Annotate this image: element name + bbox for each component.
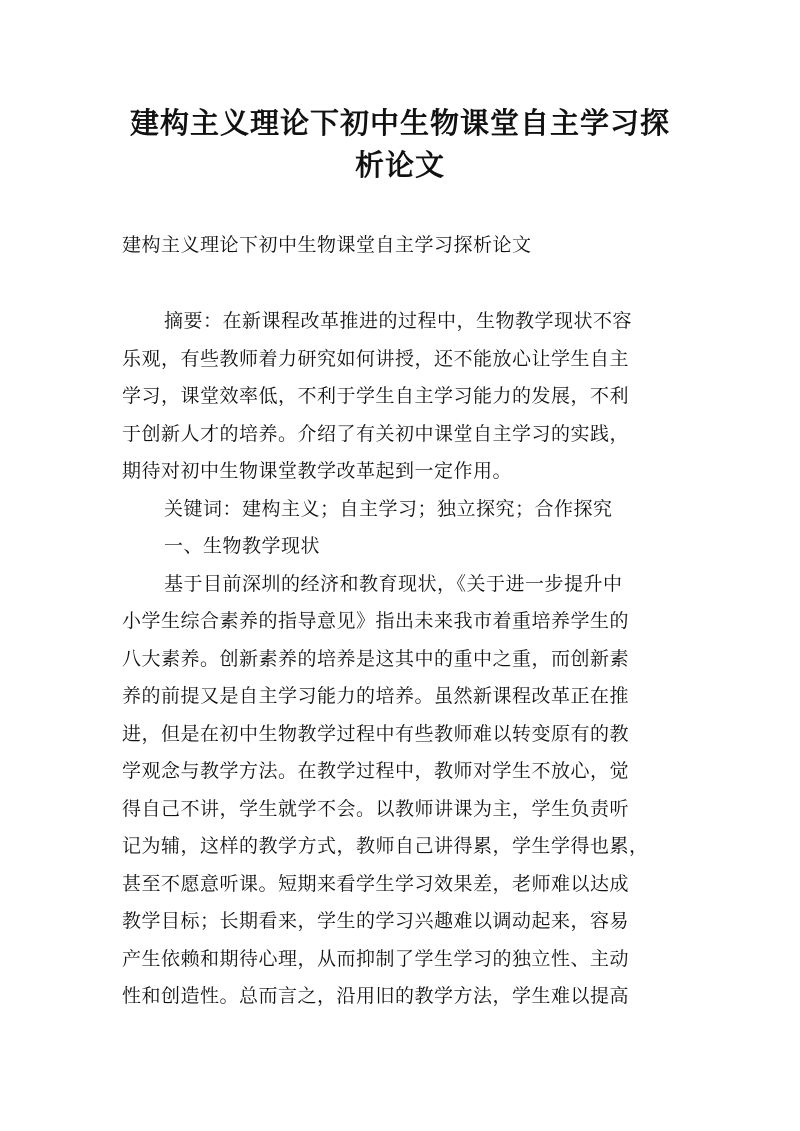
- abstract-line: 期待对初中生物课堂教学改革起到一定作用。: [122, 460, 513, 482]
- document-title-line-2: 析论文: [354, 148, 445, 182]
- body-line: 小学生综合素养的指导意见》指出未来我市着重培养学生的: [122, 610, 630, 632]
- keywords-line: 关键词：建构主义；自主学习；独立探究；合作探究: [164, 498, 613, 520]
- abstract-line: 学习，课堂效率低，不利于学生自主学习能力的发展，不利: [122, 385, 630, 407]
- section-heading: 一、生物教学现状: [164, 535, 321, 557]
- document-subtitle: 建构主义理论下初中生物课堂自主学习探析论文: [122, 234, 532, 256]
- body-line: 养的前提又是自主学习能力的培养。虽然新课程改革正在推: [122, 685, 630, 707]
- body-line: 性和创造性。总而言之，沿用旧的教学方法，学生难以提高: [122, 985, 630, 1007]
- body-line: 产生依赖和期待心理，从而抑制了学生学习的独立性、主动: [122, 948, 630, 970]
- body-line: 基于目前深圳的经济和教育现状，《关于进一步提升中: [164, 573, 623, 595]
- body-line: 得自己不讲，学生就学不会。以教师讲课为主，学生负责听: [122, 798, 630, 820]
- document-title-line-1: 建构主义理论下初中生物课堂自主学习探: [129, 106, 670, 140]
- abstract-line: 乐观，有些教师着力研究如何讲授，还不能放心让学生自主: [122, 348, 630, 370]
- body-line: 甚至不愿意听课。短期来看学生学习效果差，老师难以达成: [122, 873, 630, 895]
- body-line: 进，但是在初中生物教学过程中有些教师难以转变原有的教: [122, 723, 630, 745]
- body-line: 教学目标；长期看来，学生的学习兴趣难以调动起来，容易: [122, 910, 630, 932]
- body-line: 学观念与教学方法。在教学过程中，教师对学生不放心，觉: [122, 760, 630, 782]
- body-line: 记为辅，这样的教学方式，教师自己讲得累，学生学得也累，: [122, 835, 649, 857]
- abstract-line: 摘要：在新课程改革推进的过程中，生物教学现状不容: [164, 310, 633, 332]
- abstract-line: 于创新人才的培养。介绍了有关初中课堂自主学习的实践，: [122, 423, 630, 445]
- body-line: 八大素养。创新素养的培养是这其中的重中之重，而创新素: [122, 648, 630, 670]
